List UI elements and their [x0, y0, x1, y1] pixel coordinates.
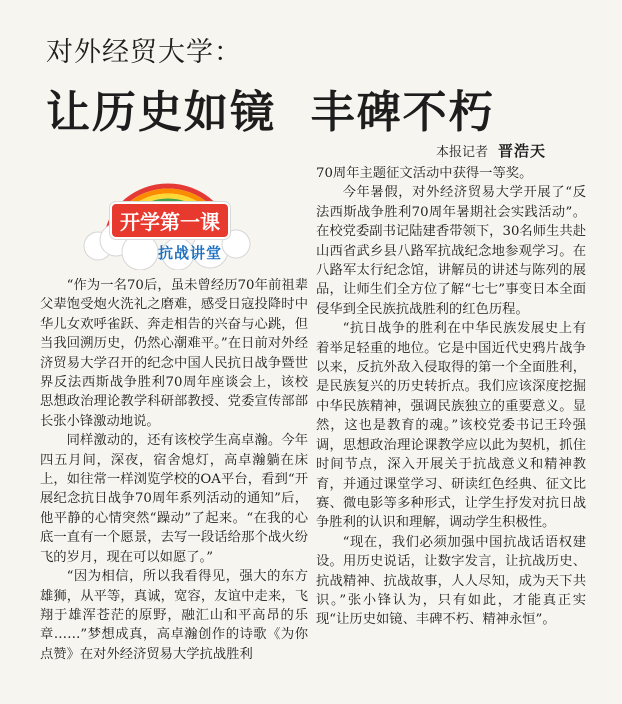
article-headline: 让历史如镜 丰碑不朽: [46, 87, 495, 138]
paragraph: “抗日战争的胜利在中华民族发展史上有着举足轻重的地位。它是中国近代史鸦片战争以来，反抗外敌入侵取得的第一个全面胜利，是民族复兴的历史转折点。我们应该深度挖掘中华民族精神，强调民族独立的重要意义。显然，这也是教育的魂。”该校党委书记王玲强调，思想政治理论课教学应以此为契机，抓住时间节点，深入开展关于抗战意义和精神教育，并通过课堂学习、研读红色经典、征文比赛、微电影等多种形式，让学生抒发对抗日战争胜利的认识和理解，调动学生积极性。: [316, 321, 586, 531]
right-column: [316, 164, 586, 630]
left-column: [40, 276, 308, 664]
paragraph: 今年暑假，对外经济贸易大学开展了“反法西斯战争胜利70周年暑期社会实践活动”。在校党委副书记陆建香带领下，30名师生共赴山西省武乡县八路军抗战纪念地参观学习。在八路军太行纪念馆，讲解员的讲述与陈列的展品，让师生们全方位了解“七七”事变日本全面侵华到全民族抗战胜利的红色历程。: [316, 185, 586, 317]
paragraph: 同样激动的，还有该校学生高卓瀚。今年四五月间，深夜，宿舍熄灯，高卓瀚躺在床上，如往常一样浏览学校的OA平台，看到“开展纪念抗日战争70周年系列活动的通知”后，他平静的心情突然“躁动”了起来。“在我的心底一直有一个愿景，去写一段话给那个战火纷飞的岁月，现在可以如愿了。”: [40, 433, 308, 565]
paragraph: “因为相信，所以我看得见，强大的东方雄狮，从平等，真诚，宽容，友谊中走来，飞翔于雄浑苍茫的原野，融汇山和平高昂的乐章……”梦想成真，高卓瀚创作的诗歌《为你点赞》在对外经济贸易大学抗战胜利: [40, 569, 308, 662]
paragraph: “作为一名70后，虽未曾经历70年前祖辈父辈饱受炮火洗礼之磨难，感受日寇投降时中华儿女欢呼雀跃、奔走相告的兴奋与心跳，但当我回溯历史，仍然心潮难平。”在日前对外经济贸易大学召开的纪念中国人民抗日战争暨世界反法西斯战争胜利70周年座谈会上，该校思想政治理论教学科研部教授、党委宣传部部长张小锋激动地说。: [40, 278, 308, 429]
byline-author: 晋浩天: [498, 142, 547, 160]
banner-title: 开学第一课: [110, 202, 230, 239]
byline-prefix: 本报记者: [436, 145, 489, 160]
paragraph: 70周年主题征文活动中获得一等奖。: [316, 166, 533, 181]
banner-subtitle: 抗战讲堂: [158, 244, 223, 262]
lesson-banner: [78, 166, 256, 270]
paragraph: “现在，我们必须加强中国抗战话语权建设。用历史说话，让数字发言，让抗战历史、抗战精神、抗战故事，人人尽知，成为天下共识。”张小锋认为，只有如此，才能真正实现“让历史如镜、丰碑不朽、精神永恒”。: [316, 534, 586, 628]
byline: [436, 140, 546, 161]
article-kicker: 对外经贸大学：: [46, 37, 242, 68]
